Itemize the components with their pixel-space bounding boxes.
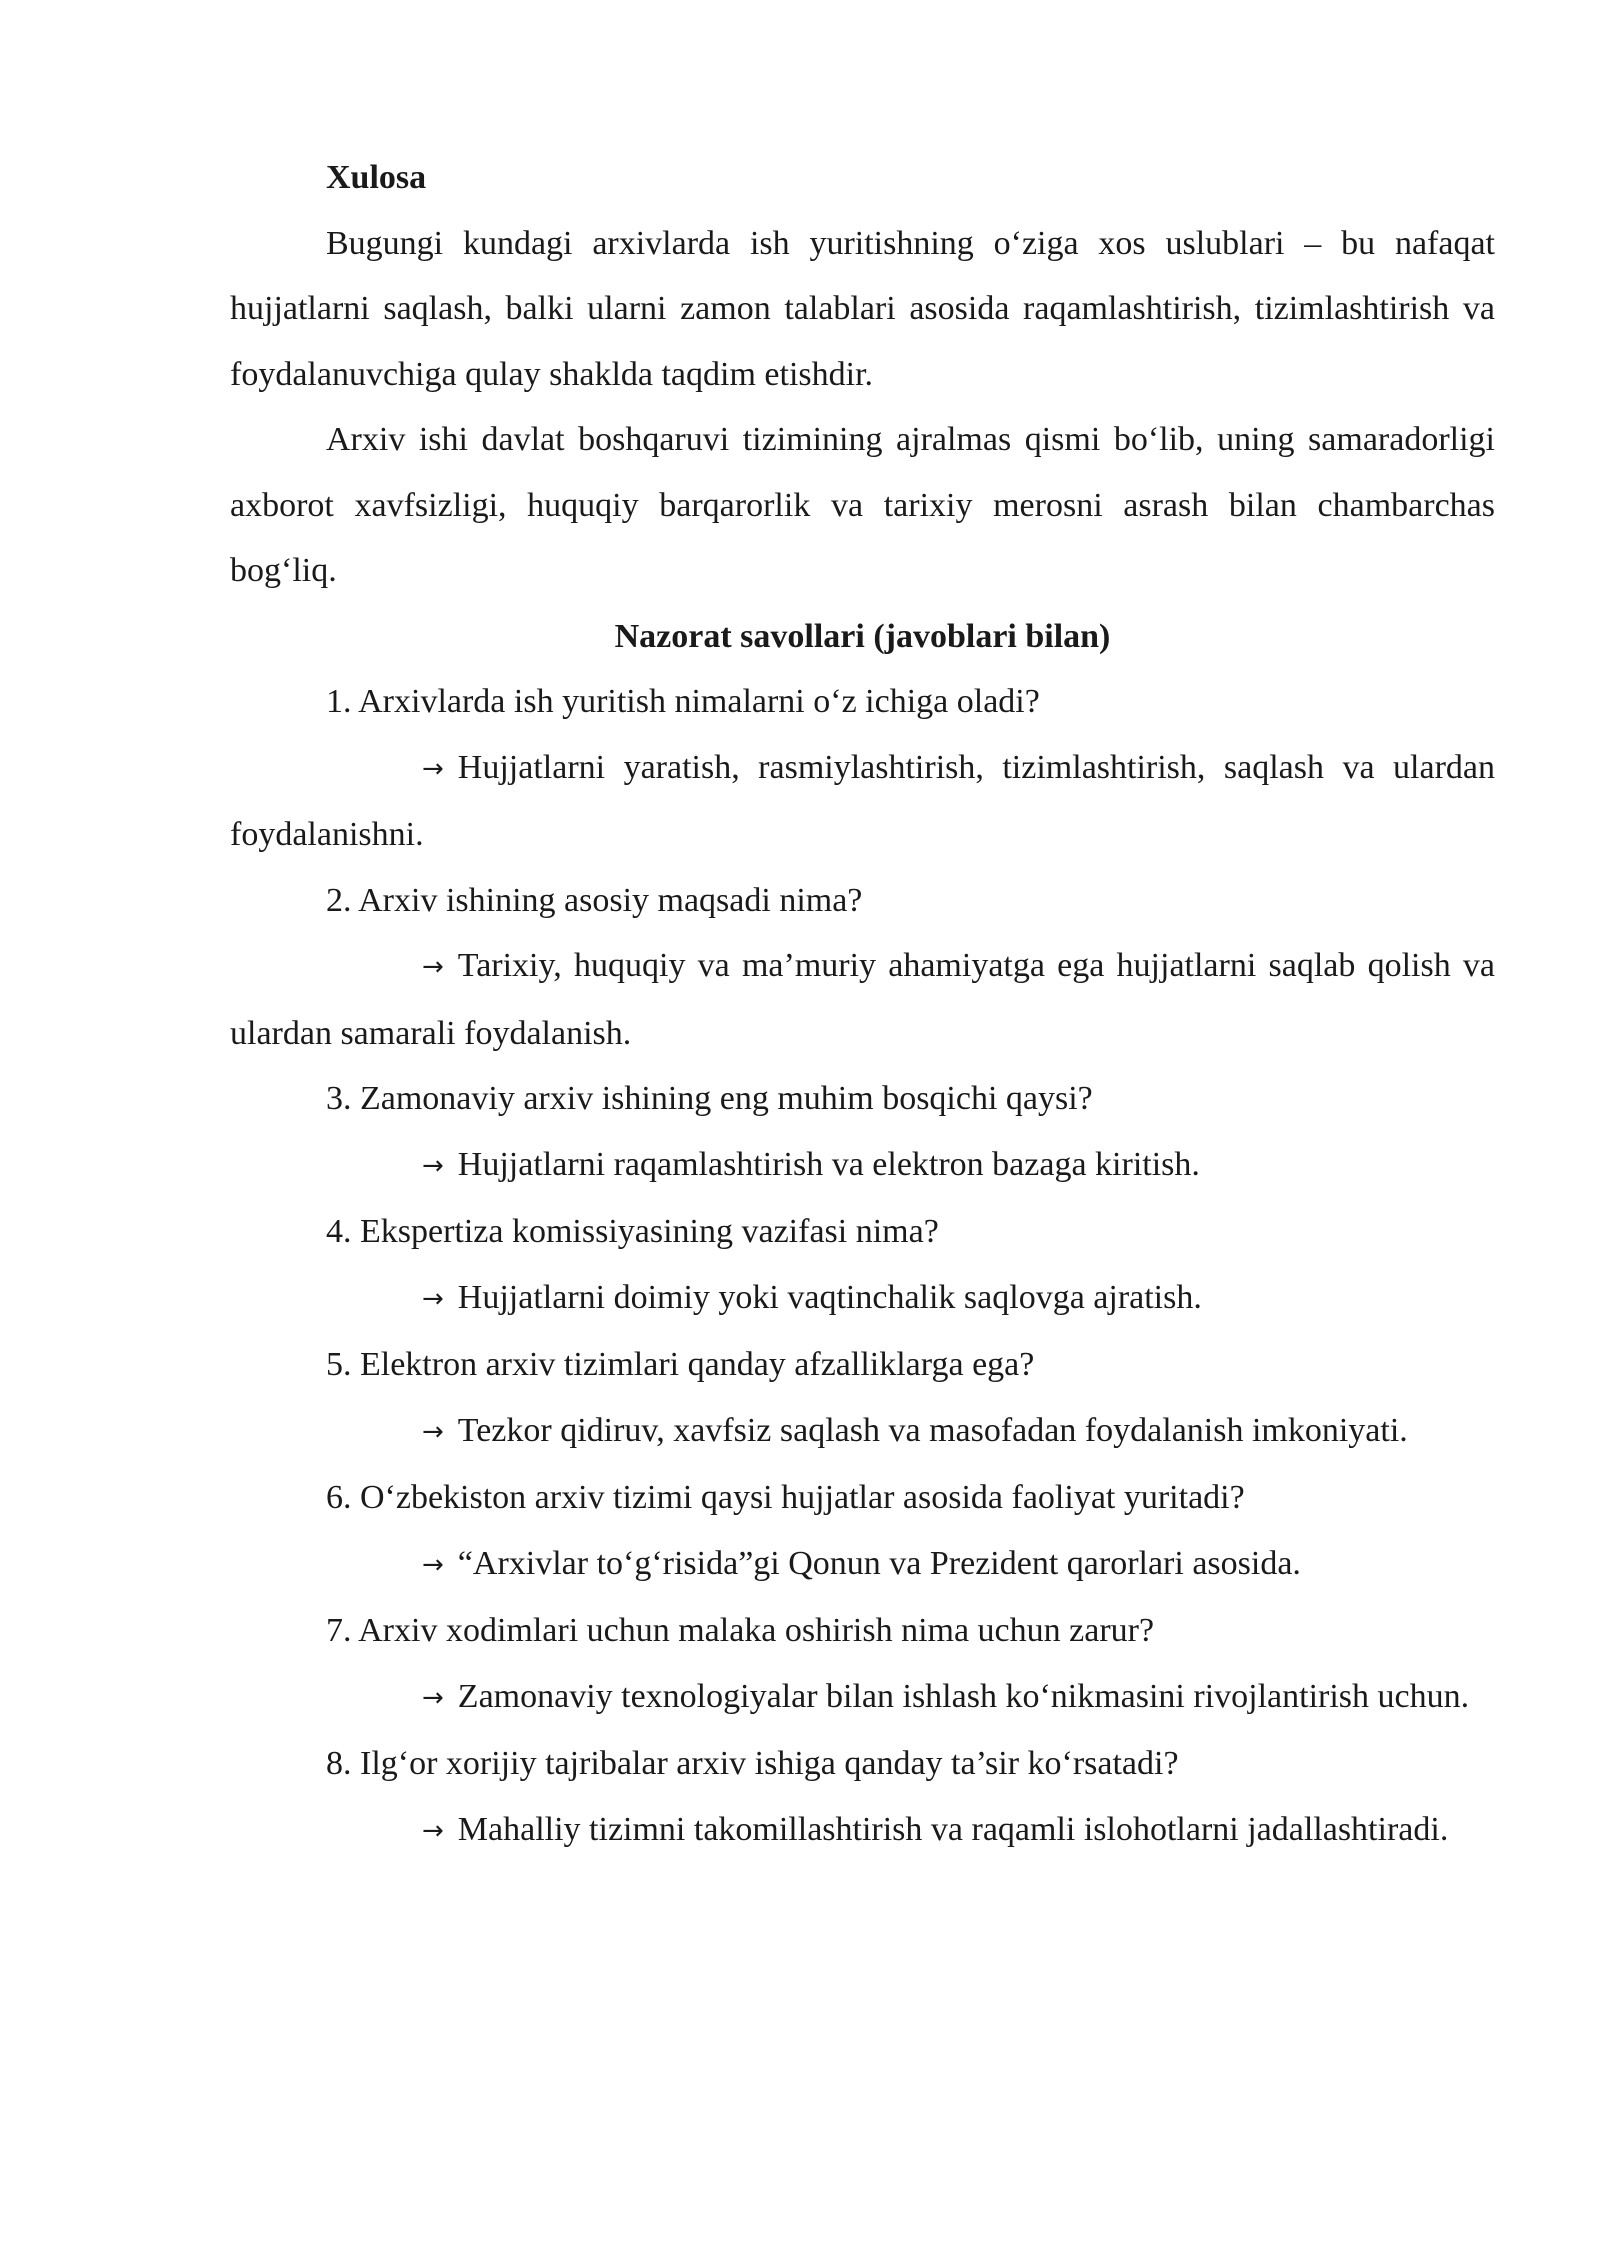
answer-2	[230, 933, 1495, 1066]
answer-text: Hujjatlarni doimiy yoki vaqtinchalik saqlovga ajratish.	[457, 1278, 1202, 1316]
arrow-right-icon: →	[422, 952, 444, 982]
conclusion-paragraph-2: Arxiv ishi davlat boshqaruvi tizimining ajralmas qismi bo‘lib, uning samaradorligi axborot xavfsizligi, huquqiy barqarorlik va tarixiy merosni asrash bilan chambarchas bog‘liq.	[230, 421, 1495, 589]
arrow-right-icon: →	[422, 1815, 444, 1846]
arrow-right-icon: →	[422, 1682, 444, 1713]
answer-5	[230, 1398, 1495, 1466]
answer-1	[230, 735, 1495, 868]
question-6: 6. O‘zbekiston arxiv tizimi qaysi hujjatlar asosida faoliyat yuritadi?	[326, 1479, 1245, 1516]
question-2: 2. Arxiv ishining asosiy maqsadi nima?	[326, 881, 863, 919]
answer-text: “Arxivlar to‘g‘risida”gi Qonun va Prezident qarorlari asosida.	[457, 1544, 1301, 1582]
answer-text: Zamonaviy texnologiyalar bilan ishlash ko‘nikmasini rivojlantirish uchun.	[457, 1677, 1470, 1715]
arrow-right-icon: →	[422, 1549, 444, 1580]
answer-text: Tezkor qidiruv, xavfsiz saqlash va masofadan foydalanish imkoniyati.	[457, 1411, 1408, 1449]
answer-7	[230, 1664, 1495, 1732]
document-page	[230, 145, 1495, 1864]
question-4: 4. Ekspertiza komissiyasining vazifasi nima?	[326, 1213, 939, 1250]
question-8: 8. Ilg‘or xorijiy tajribalar arxiv ishiga qanday ta’sir ko‘rsatadi?	[326, 1745, 1179, 1782]
question-3: 3. Zamonaviy arxiv ishining eng muhim bosqichi qaysi?	[326, 1080, 1093, 1117]
question-7: 7. Arxiv xodimlari uchun malaka oshirish nima uchun zarur?	[326, 1612, 1155, 1649]
answer-text: Hujjatlarni yaratish, rasmiylashtirish, tizimlashtirish, saqlash va ulardan foydalanishni.	[230, 748, 1495, 853]
arrow-right-icon: →	[422, 753, 444, 784]
question-1: 1. Arxivlarda ish yuritish nimalarni o‘z ichiga oladi?	[326, 683, 1040, 720]
answer-text: Tarixiy, huquqiy va ma’muriy ahamiyatga ega hujjatlarni saqlab qolish va ulardan samarali foydalanish.	[230, 947, 1495, 1052]
questions-heading: Nazorat savollari (javoblari bilan)	[614, 617, 1111, 655]
arrow-right-icon: →	[422, 1150, 444, 1181]
question-5: 5. Elektron arxiv tizimlari qanday afzalliklarga ega?	[326, 1346, 1035, 1383]
answer-4	[230, 1265, 1495, 1333]
arrow-right-icon: →	[422, 1283, 444, 1314]
answer-8	[230, 1797, 1495, 1865]
answer-text: Hujjatlarni raqamlashtirish va elektron bazaga kiritish.	[457, 1145, 1200, 1183]
answer-3	[230, 1132, 1495, 1200]
conclusion-heading: Xulosa	[326, 159, 427, 196]
answer-6	[230, 1531, 1495, 1599]
answer-text: Mahalliy tizimni takomillashtirish va raqamli islohotlarni jadallashtiradi.	[457, 1810, 1449, 1848]
arrow-right-icon: →	[422, 1416, 444, 1447]
conclusion-paragraph-1: Bugungi kundagi arxivlarda ish yuritishning o‘ziga xos uslublari – bu nafaqat hujjatlarni saqlash, balki ularni zamon talablari asosida raqamlashtirish, tizimlashtirish va foydalanuvchiga qulay shaklda taqdim etishdir.	[230, 224, 1495, 393]
qa-list	[230, 669, 1495, 1864]
